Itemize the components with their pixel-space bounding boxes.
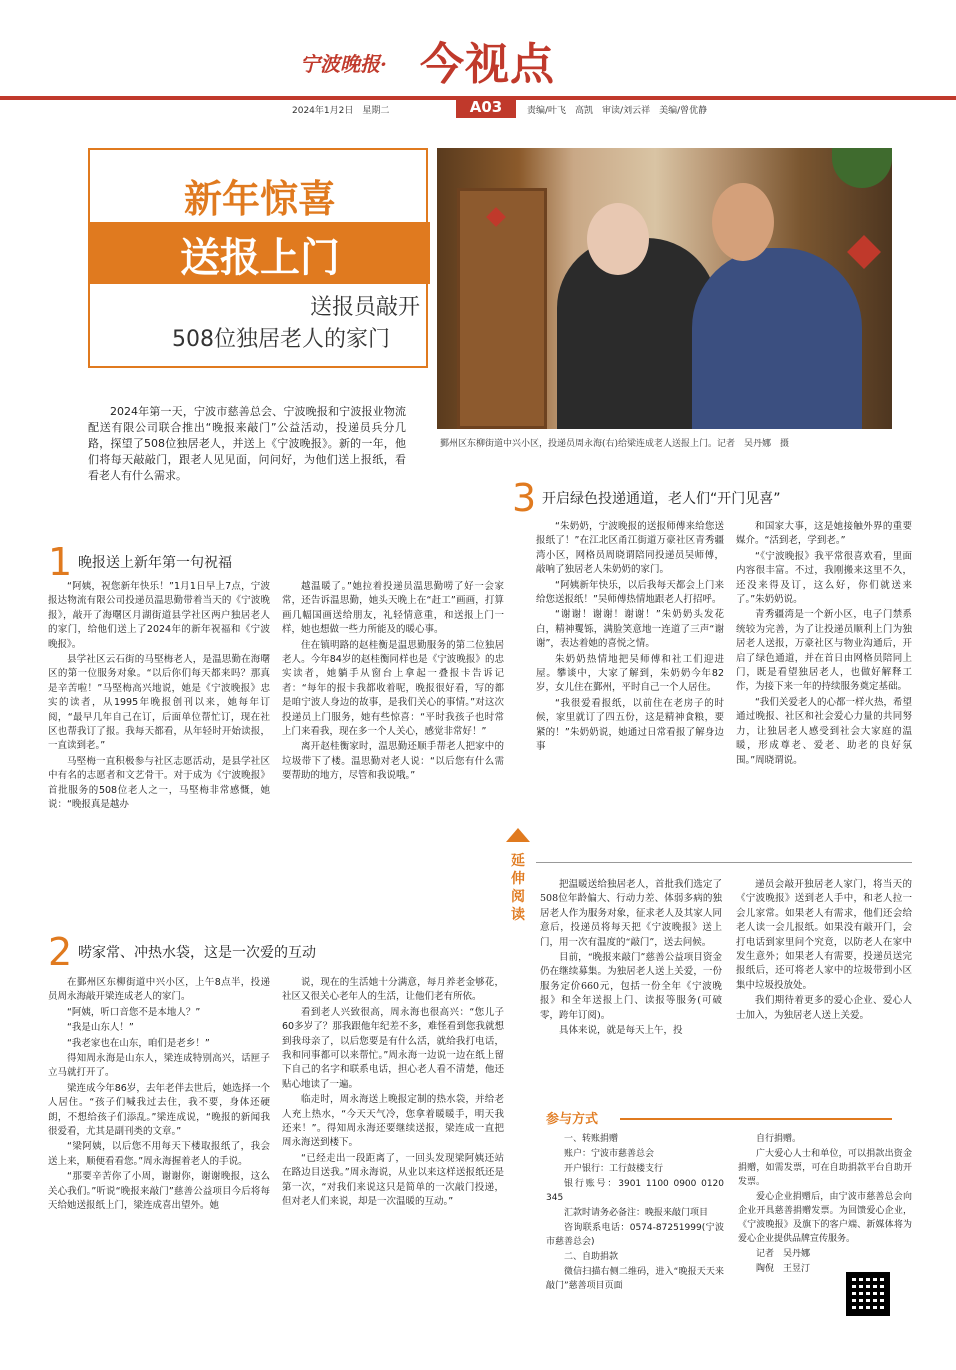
section2-heading [48, 930, 468, 974]
section-number: 3 [512, 476, 537, 520]
paragraph: 我们期待着更多的爱心企业、爱心人士加入，为独居老人送上关爱。 [736, 995, 912, 1021]
paragraph: 临走时，周永海送上晚报定制的热水袋，并给老人充上热水，“今天天气冷，您拿着暖暖手，明天我还来！”。得知周永海还要继续送报，梁连成一直把周永海送到楼下。 [282, 1094, 504, 1149]
paragraph: 住在镇明路的赵桂衡是温思勤服务的第二位独居老人。今年84岁的赵桂衡同样也是《宁波晚报》的忠实读者，她躺手从窗台上拿起一叠报卡告诉记者：“每年的报卡我都收着呢，晚报很好看，写的都是咱宁波人身边的故事，是我们关心的事情。”对这次投递员上门服务，她有些惊喜：“平时我孩子也时常上门来看我，现在多一个人关心，感觉非常好！” [282, 639, 504, 738]
paragraph: 离开赵桂衡家时，温思勤还顺手帮老人把家中的垃圾带下了楼。温思勤对老人说：“以后您有什么需要帮助的地方，尽管和我说哦。” [282, 741, 504, 782]
paragraph: “我们关爱老人的心都一样火热，希望通过晚报、社区和社会爱心力量的共同努力，让独居老人感受到社会大家庭的温暖，形成尊老、爱老、助老的良好氛围。”周晓谓说。 [736, 696, 912, 766]
headline-box [88, 148, 428, 368]
paragraph: 爱心企业捐赠后，由宁波市慈善总会向企业开具慈善捐赠发票。为回馈爱心企业，《宁波晚报》及旗下的客户端、新媒体将为爱心企业提供品牌宣传服务。 [738, 1192, 912, 1244]
paragraph: “阿姨新年快乐，以后我每天都会上门来给您送报纸！”吴师傅热情地跟老人打招呼。 [536, 579, 724, 606]
news-photo [437, 148, 892, 429]
section-number: 1 [48, 540, 73, 584]
section-title: 唠家常、冲热水袋，这是一次爱的互动 [78, 945, 316, 961]
section1-heading [48, 540, 468, 584]
paragraph: “梁阿姨，以后您不用每天下楼取报纸了，我会送上来，顺便看看您。”周永海握着老人的手说。 [48, 1141, 270, 1167]
subheadline-line1: 送报员敲开 [309, 295, 420, 320]
paragraph: 广大爱心人士和单位，可以捐款出资金捐赠，如需发票，可在自助捐款平台自助开发票。 [738, 1149, 912, 1187]
reporter-credit: 记者 吴丹娜 [756, 1249, 811, 1259]
section1-column-a [48, 580, 270, 814]
reporter-credit: 陶倪 王昱汀 [756, 1264, 811, 1274]
section-name: 今视点 [420, 39, 555, 90]
paragraph: 汇款时请务必备注：晚报来敲门项目 [564, 1208, 709, 1218]
extended-reading-mark [506, 828, 530, 842]
extended-column-a [540, 878, 722, 1039]
paragraph: 朱奶奶热情地把吴师傅和社工们迎进屋。攀谈中，大家了解到，朱奶奶今年82岁，女儿住在鄞州，平时自己一个人居住。 [536, 653, 724, 694]
paragraph: 和国家大事，这是她接触外界的重要媒介。“活到老，学到老。” [736, 521, 912, 547]
intro-paragraph: 2024年第一天，宁波市慈善总会、宁波晚报和宁波报业物流配送有限公司联合推出“晚报来敲门”公益活动，投递员兵分几路，探望了508位独居老人，并送上《宁波晚报》。新的一年，他们将每天敲敲门，跟老人见见面，问问好，为他们送上报纸，看看老人有什么需求。 [88, 405, 406, 482]
paragraph: 马堅梅一直积极参与社区志愿活动，是县学社区中有名的志愿者和文艺骨干。对于成为《宁波晚报》首批服务的508位老人之一，马堅梅非常感慨，她说：“晚报真是越办 [48, 755, 270, 811]
masthead [0, 0, 956, 125]
section-divider [536, 862, 912, 863]
how-to-column-b [738, 1132, 912, 1277]
paragraph: “已经走出一段距离了，一回头发现梁阿姨还站在路边目送我。”周永海说，从业以来这样送报纸还是第一次，“对我们来说这只是简单的一次敲门投递，但对老人们来说，却是一次温暖的互动。” [282, 1152, 504, 1208]
paragraph: 梁连成今年86岁，去年老伴去世后，她选择一个人居住。“孩子们喊我过去住，我不要，身体还硬朗，不想给孩子们添乱。”梁连成说，“晚报的新闻我很爱看，尤其是副刊类的文章。” [48, 1082, 270, 1138]
paragraph: 越温暖了。”她拉着投递员温思勤唠了好一会家常，还告诉温思勤，她头天晚上在“赶工”画画，打算画几幅国画送给朋友，礼轻情意重，和送报上门一样，她也想做一些力所能及的暖心事。 [282, 581, 504, 636]
section-title: 晚报送上新年第一句祝福 [78, 555, 232, 571]
subheadline-line2: 508位独居老人的家门 [172, 327, 390, 352]
photo-caption: 鄞州区东柳街道中兴小区，投递员周永海(右)给梁连成老人送报上门。记者 吴丹娜 摄 [440, 439, 790, 449]
photo-delivery-man [692, 248, 862, 429]
how-to-rule [620, 1118, 892, 1120]
paragraph: 在鄞州区东柳街道中兴小区，上午8点半，投递员周永海敲开梁连成老人的家门。 [48, 977, 270, 1003]
paragraph: 青秀疆湾是一个新小区，电子门禁系统较为完善，为了让投递员顺利上门为独居老人送报，万豪社区与物业沟通后，开启了绿色通道，并在首日由网格员陪同上门，既是看望独居老人，也做好解释工作，为接下来一年的持续服务奠定基础。 [736, 609, 912, 693]
paragraph: 目前，“晚报来敲门”慈善公益项目资金仍在继续募集。为独居老人送上关爱，一份服务定价660元，包括一份全年《宁波晚报》和全年送报上门、读报等服务(可破零，跨年订阅)。 [540, 952, 722, 1021]
paragraph: 银行账号：3901 1100 0900 0120 345 [546, 1179, 724, 1203]
paragraph: 具体来说，就是每天上午，投 [559, 1025, 683, 1037]
paragraph: “谢谢！谢谢！谢谢！”朱奶奶头发花白，精神矍铄，满脸笑意地一连道了三声“谢谢”，表达着她的喜悦之情。 [536, 609, 724, 650]
how-to-column-a [546, 1132, 724, 1294]
page-number-tag: A03 [456, 96, 516, 118]
paragraph: “我老家也在山东，咱们是老乡！” [67, 1037, 210, 1049]
paragraph: 二、自助捐款 [564, 1252, 619, 1262]
donation-qr-code[interactable] [846, 1272, 890, 1316]
paragraph: “《宁波晚报》我平常很喜欢看，里面内容很丰富。不过，我刚搬来这里不久，还没来得及订，这么好，你们就送来了。”朱奶奶说。 [736, 550, 912, 606]
photo-door [457, 188, 547, 429]
photo-plant [832, 148, 892, 188]
issue-date: 2024年1月2日 星期二 [292, 106, 390, 116]
photo-fu-decoration [847, 235, 881, 269]
paragraph: 咨询联系电话：0574-87251999(宁波市慈善总会) [546, 1223, 724, 1247]
paper-name: 宁波晚报· [300, 52, 387, 76]
section3-column-b [736, 520, 912, 769]
headline-line2: 送报上门 [180, 235, 340, 281]
photo-man-head [712, 183, 774, 261]
paragraph: “阿姨，祝您新年快乐！”1月1日早上7点，宁波报达物流有限公司投递员温思勤带着当天的《宁波晚报》，敲开了海曙区月湖街道县学社区两户独居老人的家门，给他们送上了2024年的新年祝福和《宁波晚报》。 [48, 581, 270, 650]
paragraph: “阿姨，听口音您不是本地人？” [67, 1006, 201, 1018]
paragraph: 把温暖送给独居老人，首批我们选定了508位年龄偏大、行动力差、体弱多病的独居老人作为服务对象，征求老人及其家人同意后，投递员将每天把《宁波晚报》送上门，用一次有温度的“敲门”，送去问候。 [540, 879, 722, 948]
section3-heading [512, 476, 892, 520]
editor-credits: 责编/叶飞 高凯 审读/刘云祥 美编/曾优静 [527, 106, 708, 116]
paragraph: 账户：宁波市慈善总会 [564, 1149, 655, 1159]
extended-reading-tag: 延伸阅读 [511, 853, 525, 923]
section3-column-a [536, 520, 724, 756]
paragraph: 开户银行：工行鼓楼支行 [564, 1164, 664, 1174]
paragraph: 得知周永海是山东人，梁连成特别高兴，话匣子立马就打开了。 [48, 1053, 270, 1079]
section2-column-b [282, 976, 504, 1211]
paragraph: “那要辛苦你了小周，谢谢你，谢谢晚报，这么关心我们。”听说“晚报来敲门”慈善公益项目今后将每天给她送报纸上门，梁连成喜出望外。她 [48, 1171, 270, 1212]
headline-line1: 新年惊喜 [183, 177, 336, 221]
photo-woman-head [587, 203, 649, 275]
section2-column-a [48, 976, 270, 1215]
paragraph: 自行捐赠。 [756, 1134, 802, 1144]
section1-column-b [282, 580, 504, 785]
how-to-heading: 参与方式 [546, 1112, 599, 1127]
paragraph: “我很爱看报纸，以前住在老房子的时候，家里就订了四五份，这是精神食粮，要紧的！”朱奶奶说，她通过日常看报了解身边事 [536, 697, 724, 753]
paragraph: 县学社区云石街的马堅梅老人，是温思勤在海曙区的第一位服务对象。“以后你们每天都来吗？那真是辛苦啦！”马堅梅高兴地说，她是《宁波晚报》忠实的读者，从1995年晚报创刊以来，她每年订阅，“最早几年自己在订，后面单位帮忙订，现在社区也帮我订了报。我每天都看，从年轻时开始读报，一直读到老。” [48, 654, 270, 752]
extended-column-b [736, 878, 912, 1024]
paragraph: “我是山东人！” [67, 1022, 134, 1034]
paragraph: 微信扫描右侧二维码，进入“晚报天天来敲门”慈善项目页面 [546, 1267, 724, 1291]
paragraph: “朱奶奶，宁波晚报的送报师傅来给您送报纸了！”在江北区甬江街道万豪社区青秀疆湾小区，网格员周晓谓陪同投递员吴师傅，敲响了独居老人朱奶奶的家门。 [536, 521, 724, 576]
paragraph: 说，现在的生活她十分满意，每月养老金够花，社区又很关心老年人的生活，让他们老有所依。 [282, 977, 504, 1003]
paragraph: 看到老人兴致很高，周永海也很高兴：“您儿子60多岁了？那我跟他年纪差不多，难怪看到您我就想到我母亲了，以后您要是有什么活，就给我打电话，我和同事都可以来帮忙。”周永海一边说一边在纸上留下自己的名字和联系电话，担心老人看不清楚，他还贴心地读了一遍。 [282, 1006, 504, 1090]
section-title: 开启绿色投递通道，老人们“开门见喜” [542, 491, 781, 507]
paragraph: 递员会敲开独居老人家门，将当天的《宁波晚报》送到老人手中，和老人拉一会儿家常。如果老人有需求，他们还会给老人读一会儿报纸。如果没有敲开门，会打电话到家里问个究竟，以防老人在家中发生意外；如果老人有需要，投递员送完报纸后，还可将老人家中的垃圾带到小区集中垃圾投放处。 [736, 879, 912, 991]
section-number: 2 [48, 930, 73, 974]
paragraph: 一、转账捐赠 [564, 1134, 619, 1144]
